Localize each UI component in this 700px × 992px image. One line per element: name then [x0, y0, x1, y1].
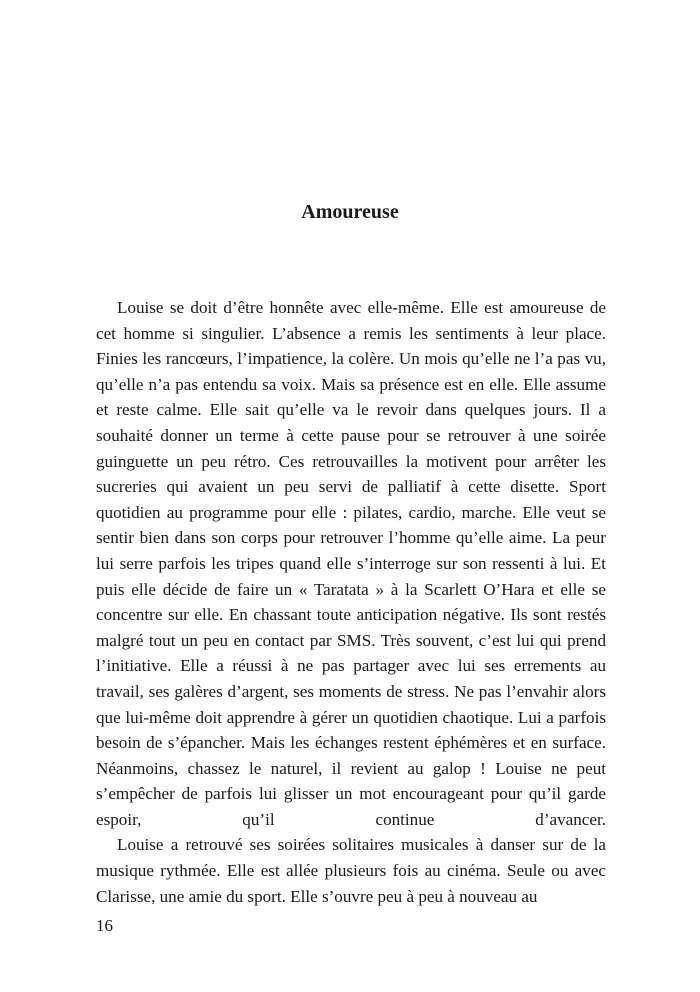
- paragraph-2: Louise a retrouvé ses soirées solitaires musicales à danser sur de la musique rythmée. Elle est allée plusieurs fois au cinéma. Seule ou avec Clarisse, une amie du sport. Elle s’ouvre peu à peu à nouveau au: [96, 835, 606, 906]
- paragraph-1: Louise se doit d’être honnête avec elle-même. Elle est amoureuse de cet homme si singulier. L’absence a remis les sentiments à leur place. Finies les rancœurs, l’impatience, la colère. Un mois qu’elle ne l’a pas vu, qu’elle n’a pas entendu sa voix. Mais sa présence est en elle. Elle assume et reste calme. Elle sait qu’elle va le revoir dans quelques jours. Il a souhaité donner un terme à cette pause pour se retrouver à une soirée guinguette un peu rétro. Ces retrouvailles la motivent pour arrêter les sucreries qui avaient un peu servi de palliatif à cette disette. Sport quotidien au programme pour elle : pilates, cardio, marche. Elle veut se sentir bien dans son corps pour retrouver l’homme qu’elle aime. La peur lui serre parfois les tripes quand elle s’interroge sur son ressenti à lui. Et puis elle décide de faire un « Taratata » à la Scarlett O’Hara et elle se concentre sur elle. En chassant toute anticipation négative. Ils sont restés malgré tout un peu en contact par SMS. Très souvent, c’est lui qui prend l’initiative. Elle a réussi à ne pas partager avec lui ses errements au travail, ses galères d’argent, ses moments de stress. Ne pas l’envahir alors que lui-même doit apprendre à gérer un quotidien chaotique. Lui a parfois besoin de s’épancher. Mais les échanges restent éphémères et en surface. Néanmoins, chassez le naturel, il revient au galop ! Louise ne peut s’empêcher de parfois lui glisser un mot encourageant pour qu’il garde espoir, qu’il continue d’avancer.: [96, 298, 606, 829]
- body-text: [96, 295, 606, 909]
- chapter-title: Amoureuse: [301, 201, 399, 223]
- page-number: 16: [96, 916, 113, 935]
